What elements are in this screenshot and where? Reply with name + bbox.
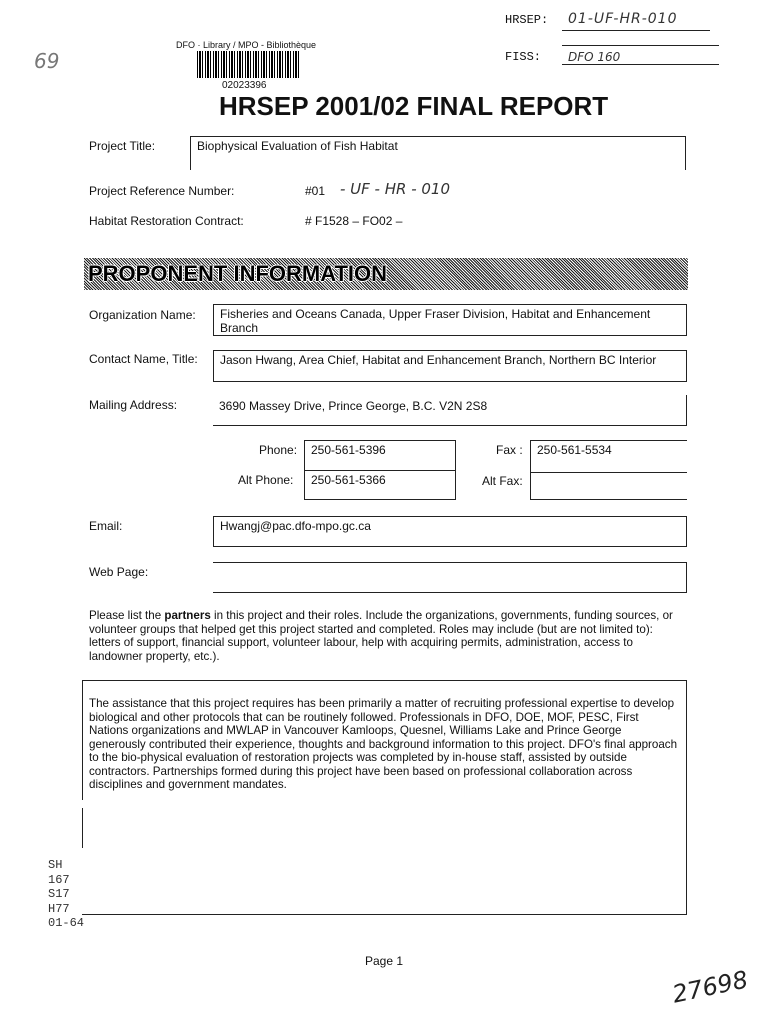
project-reference-handwritten: - UF - HR - 010: [340, 180, 451, 198]
hrsep-label: HRSEP:: [505, 13, 549, 27]
partners-box-left-edge: [82, 680, 83, 800]
organization-value: Fisheries and Oceans Canada, Upper Fraser Division, Habitat and Enhancement Branch: [220, 307, 651, 335]
email-field: [213, 516, 687, 547]
fiss-handwritten-value: DFO 160: [568, 50, 621, 64]
partners-instructions: [89, 609, 679, 663]
partners-intro-bold: partners: [164, 609, 211, 622]
mailing-address-label: Mailing Address:: [89, 398, 178, 412]
project-reference-label: Project Reference Number:: [89, 184, 235, 198]
hrsep-handwritten-value: 01-UF-HR-010: [568, 11, 678, 27]
library-stamp-text: DFO · Library / MPO - Bibliothèque: [176, 40, 317, 50]
contact-value: Jason Hwang, Area Chief, Habitat and Enhancement Branch, Northern BC Interior: [220, 353, 657, 367]
contract-label: Habitat Restoration Contract:: [89, 214, 244, 228]
email-label: Email:: [89, 519, 123, 533]
partners-box-left-edge-lower: [82, 808, 83, 848]
fiss-label: FISS:: [505, 50, 542, 64]
organization-label: Organization Name:: [89, 308, 196, 322]
mailing-address-field: [213, 395, 687, 426]
project-title-label: Project Title:: [89, 139, 156, 153]
phone-label: Phone:: [259, 443, 298, 457]
call-number-line: S17: [48, 887, 70, 901]
handwritten-accession-number: 27698: [669, 965, 751, 1009]
header-separator: [562, 45, 719, 46]
contact-label: Contact Name, Title:: [89, 352, 198, 366]
partners-intro-after: in this project and their roles. Include the organizations, governments, funding sources, or volunteer groups that helped get this project started and completed. Roles may include (but are not limited to): letters of support, financial support, volunteer labour, help with acquiring permits, administration, access to landowner property, etc.).: [89, 609, 673, 663]
call-number-line: 01-64: [48, 916, 85, 930]
contact-field: [213, 350, 687, 382]
section-banner-title: PROPONENT INFORMATION: [88, 261, 388, 286]
project-reference-value: #01: [305, 184, 326, 198]
library-barcode: [197, 51, 299, 78]
barcode-number: 02023396: [222, 80, 267, 91]
fax-value: 250-561-5534: [537, 443, 612, 457]
project-title-value: Biophysical Evaluation of Fish Habitat: [197, 139, 398, 153]
mailing-address-value: 3690 Massey Drive, Prince George, B.C. V2N 2S8: [219, 399, 488, 413]
call-number-line: H77: [48, 901, 70, 916]
call-number-line: 167: [48, 872, 70, 887]
web-page-label: Web Page:: [89, 565, 149, 579]
email-value: Hwangj@pac.dfo-mpo.gc.ca: [220, 519, 371, 533]
project-title-field: [190, 136, 686, 170]
call-number: [48, 858, 84, 931]
hrsep-underline: [562, 30, 710, 31]
alt-phone-value: 250-561-5366: [311, 473, 386, 487]
partners-intro-before: Please list the: [89, 609, 165, 622]
web-page-field: [213, 562, 687, 593]
organization-field: [213, 304, 687, 336]
fax-label: Fax :: [496, 443, 523, 457]
call-number-line: SH: [48, 858, 63, 872]
phone-box-divider: [304, 470, 456, 471]
fax-box-divider: [530, 472, 687, 473]
partners-response-text: The assistance that this project requires has been primarily a matter of recruiting professional expertise to develop biological and other protocols that can be routinely followed. Professionals in DFO, DOE, MOF, PESC, First Nations organizations and MWLAP in Vancouver Kamloops, Quesnel, Williams Lake and Prince George generously contributed their experience, thoughts and background information to this project. DFO's final approach to the bio-physical evaluation of restoration projects was completed by in-house staff, assisted by outside contractors. Partnerships formed during this project have been based on professional collaboration across disciplines and government mandates.: [89, 697, 678, 791]
page-number: Page 1: [365, 954, 404, 968]
alt-phone-label: Alt Phone:: [238, 473, 294, 487]
alt-fax-label: Alt Fax:: [482, 474, 523, 488]
report-title: HRSEP 2001/02 FINAL REPORT: [219, 91, 609, 121]
phone-value: 250-561-5396: [311, 443, 386, 457]
fiss-underline: [562, 64, 719, 65]
margin-handwritten-note: 69: [34, 49, 60, 73]
contract-value: # F1528 – FO02 –: [305, 214, 403, 228]
